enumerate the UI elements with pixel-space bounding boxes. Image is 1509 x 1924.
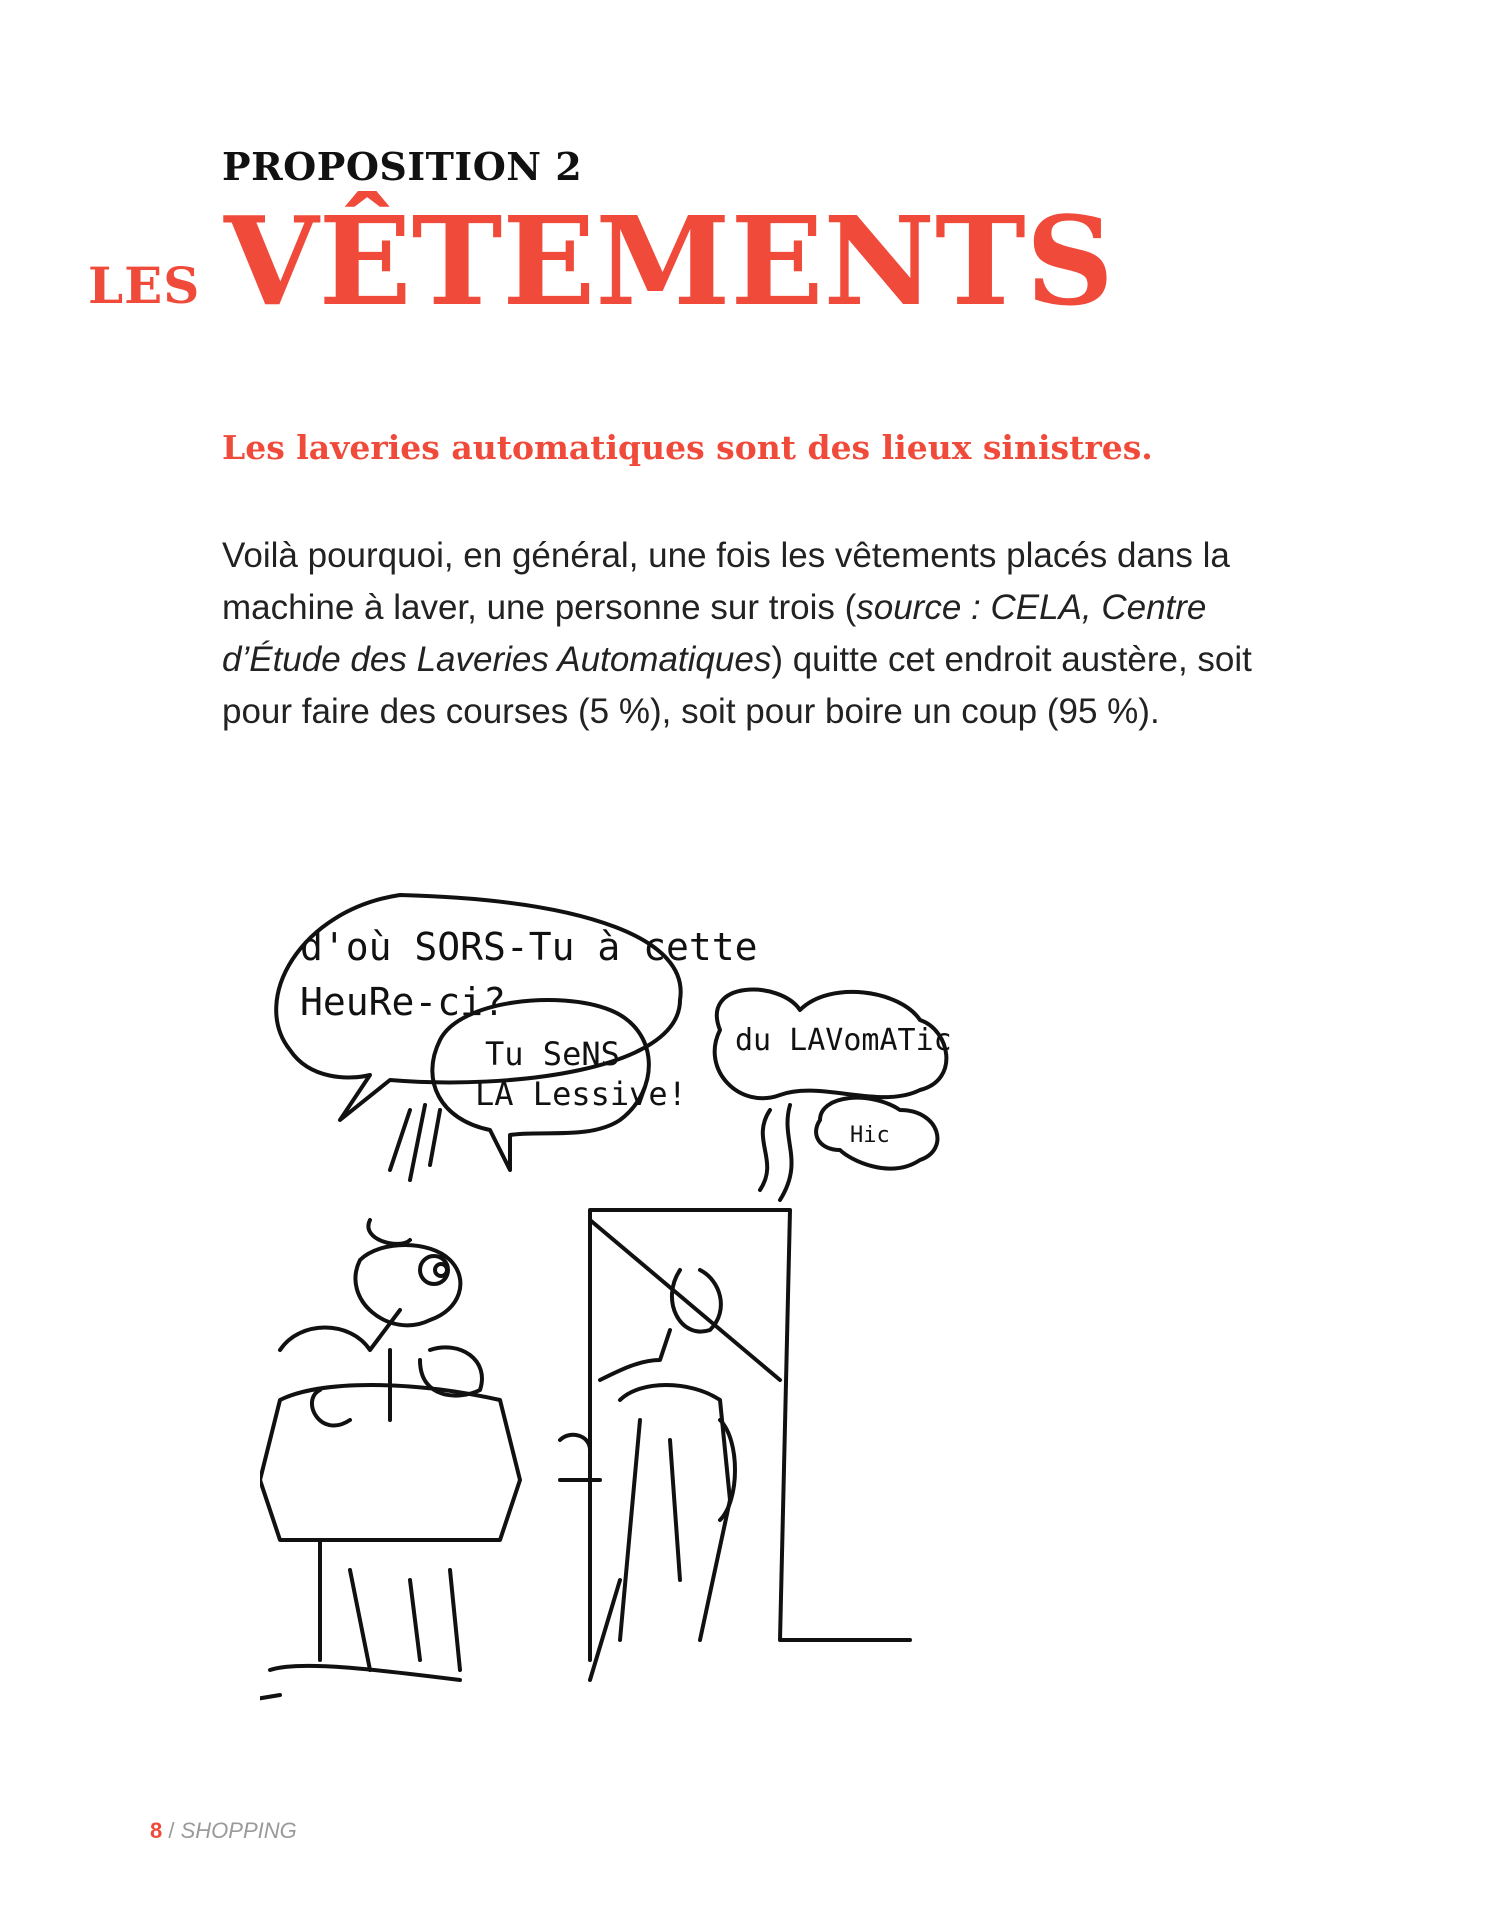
footer-separator: / [168, 1818, 175, 1843]
footer-section: SHOPPING [180, 1818, 297, 1843]
bubble1-line2: HeuRe-ci? [300, 980, 506, 1024]
page-number: 8 [150, 1818, 163, 1843]
page-title: VÊTEMENTS [224, 189, 1114, 333]
bubble2-line2: LA Lessive! [475, 1075, 687, 1113]
bubble3-text: du LAVomATic [735, 1023, 952, 1058]
page-footer [150, 1818, 297, 1844]
bubble1-line1: d'où SORS-Tu à cette [300, 925, 758, 969]
character-left [355, 1220, 460, 1325]
bubble2-line1: Tu SeNS [485, 1035, 620, 1073]
character-right [600, 1270, 721, 1380]
body-text-part1: Voilà pourquoi, en général, une fois les vêtements placés dans la machine à laver, une personne sur trois ( [222, 536, 1230, 627]
lead-sentence: Les laveries automatiques sont des lieux sinistres. [222, 428, 1153, 467]
cartoon-illustration [260, 880, 1160, 1760]
title-prefix: LES [88, 256, 201, 315]
body-text-part2: ) quitte cet endroit austère, soit pour faire des courses (5 %), soit pour boire un coup (95 %). [222, 640, 1252, 731]
body-source-citation: source : CELA, Centre d’Étude des Laveries Automatiques [222, 588, 1207, 679]
bubble4-text: Hic [850, 1123, 890, 1148]
body-paragraph [222, 530, 1282, 738]
proposition-kicker: PROPOSITION 2 [222, 144, 583, 189]
